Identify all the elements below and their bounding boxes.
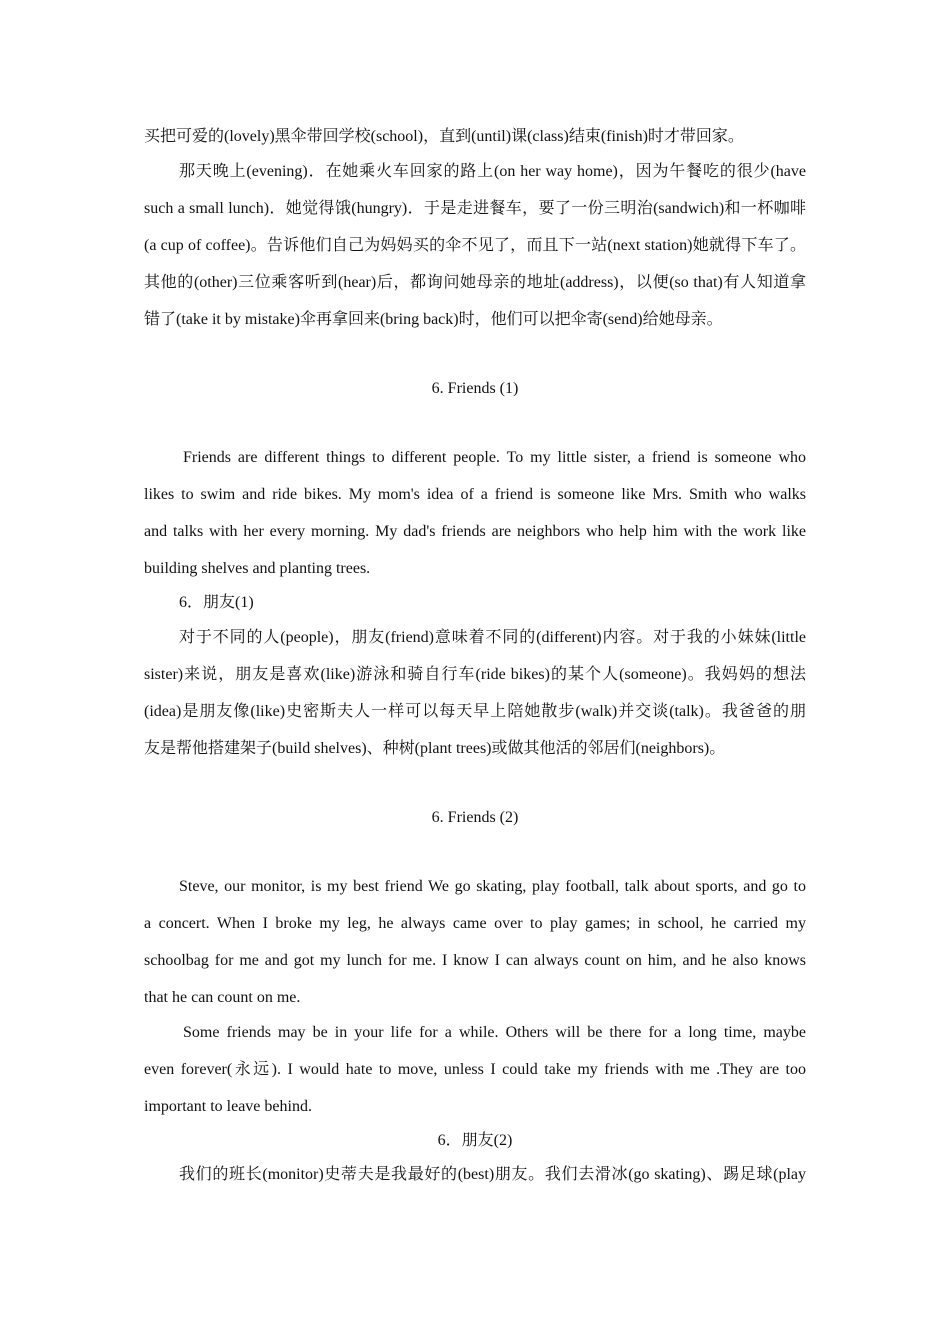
- paragraph-line: and talks with her every morning. My dad's friends are neighbors who help him with the work like: [144, 523, 806, 540]
- paragraph-line: building shelves and planting trees.: [144, 560, 371, 577]
- section-heading: 6. Friends (2): [431, 809, 519, 826]
- paragraph-line: Friends are different things to different people. To my little sister, a friend is someone who: [183, 449, 806, 466]
- translation-title: 6．朋友(1): [179, 594, 254, 611]
- evening-paragraph: [144, 153, 806, 338]
- translation-title: 6．朋友(2): [437, 1132, 513, 1149]
- paragraph-line: 那天晚上(evening)．在她乘火车回家的路上(on her way home)，因为午餐吃的很少(have: [179, 163, 806, 180]
- paragraph-line: a concert. When I broke my leg, he always came over to play games; in school, he carried my: [144, 915, 806, 932]
- english-paragraph: [144, 1014, 806, 1125]
- paragraph-line: (a cup of coffee)。告诉他们自己为妈妈买的伞不见了，而且下一站(next station)她就得下车了。: [144, 237, 806, 254]
- paragraph-line: even forever(永远). I would hate to move, unless I could take my friends with me .They are too: [144, 1061, 806, 1078]
- paragraph-line: that he can count on me.: [144, 989, 301, 1006]
- paragraph-line: likes to swim and ride bikes. My mom's idea of a friend is someone like Mrs. Smith who walks: [144, 486, 806, 503]
- paragraph-line: 错了(take it by mistake)伞再拿回来(bring back)时，他们可以把伞寄(send)给她母亲。: [144, 311, 723, 328]
- paragraph-line: schoolbag for me and got my lunch for me. I know I can always count on him, and he also knows: [144, 952, 806, 969]
- english-paragraph: [144, 868, 806, 1016]
- paragraph-line: 其他的(other)三位乘客听到(hear)后，都询问她母亲的地址(address)，以便(so that)有人知道拿: [144, 274, 806, 291]
- paragraph-line: Steve, our monitor, is my best friend We go skating, play football, talk about sports, and go to: [179, 878, 806, 895]
- paragraph-line: 我们的班长(monitor)史蒂夫是我最好的(best)朋友。我们去滑冰(go skating)、踢足球(play: [179, 1166, 806, 1183]
- paragraph-line: 买把可爱的(lovely)黑伞带回学校(school)，直到(until)课(class)结束(finish)时才带回家。: [144, 128, 744, 145]
- paragraph-line: sister)来说，朋友是喜欢(like)游泳和骑自行车(ride bikes)的某个人(someone)。我妈妈的想法: [144, 666, 806, 683]
- chinese-paragraph: [144, 619, 806, 767]
- paragraph-line: 友是帮他搭建架子(build shelves)、种树(plant trees)或做其他活的邻居们(neighbors)。: [144, 740, 726, 757]
- english-paragraph: [144, 439, 806, 587]
- paragraph-line: Some friends may be in your life for a while. Others will be there for a long time, maybe: [183, 1024, 806, 1041]
- paragraph-line: important to leave behind.: [144, 1098, 312, 1115]
- section-heading: 6. Friends (1): [431, 380, 519, 397]
- paragraph-line: such a small lunch)．她觉得饿(hungry)．于是走进餐车，要了一份三明治(sandwich)和一杯咖啡: [144, 200, 806, 217]
- paragraph-line: 对于不同的人(people)，朋友(friend)意味着不同的(different)内容。对于我的小妹妹(little: [179, 629, 806, 646]
- paragraph-line: (idea)是朋友像(like)史密斯夫人一样可以每天早上陪她散步(walk)并交谈(talk)。我爸爸的朋: [144, 703, 806, 720]
- intro-paragraph: [144, 118, 806, 155]
- chinese-paragraph: [144, 1156, 806, 1193]
